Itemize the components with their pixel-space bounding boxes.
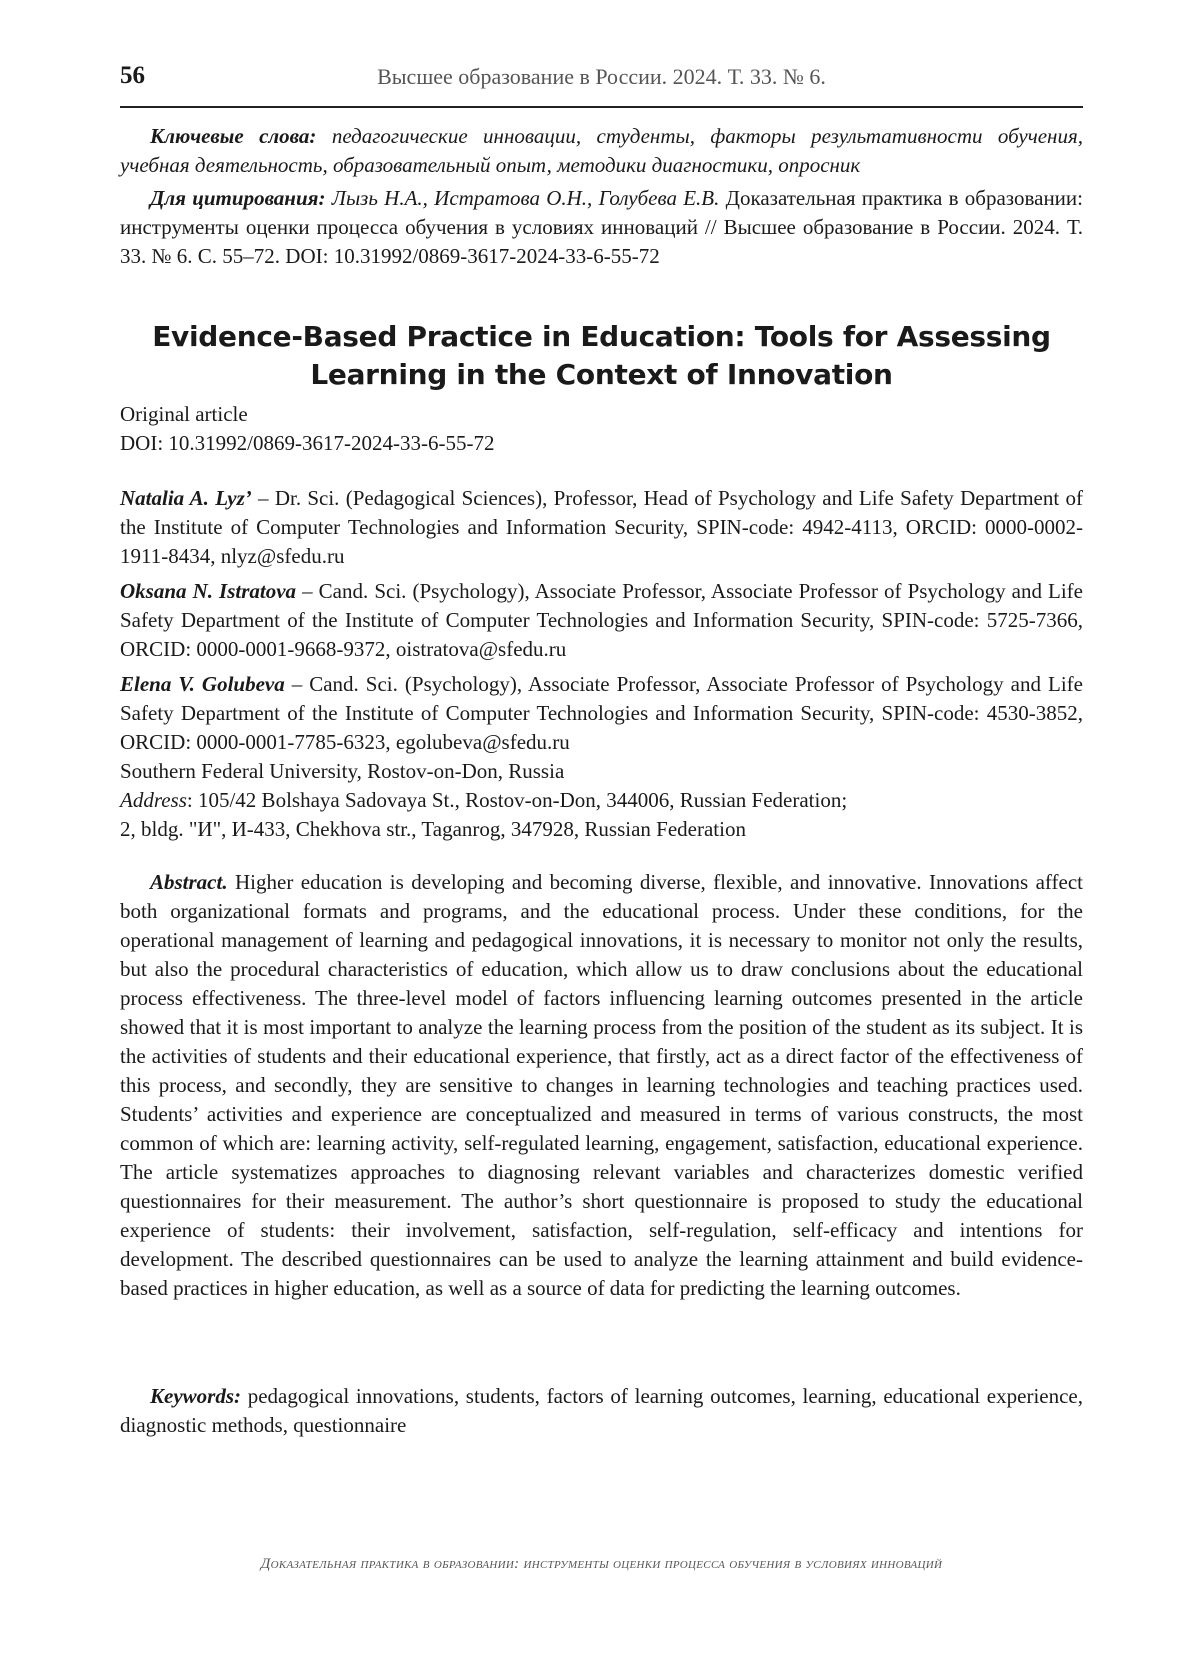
- citation-label: Для цитирования:: [150, 186, 326, 210]
- abstract: [120, 868, 1083, 1303]
- article-type: Original article: [120, 402, 248, 426]
- citation-authors: Лызь Н.А., Истратова О.Н., Голубева Е.В.: [325, 186, 720, 210]
- article-title: Evidence-Based Practice in Education: Tools for Assessing Learning in the Context of Innovation: [152, 320, 1051, 391]
- citation-ru: [120, 184, 1083, 271]
- article-doi: DOI: 10.31992/0869-3617-2024-33-6-55-72: [120, 431, 495, 455]
- keywords-en-text: pedagogical innovations, students, factors of learning outcomes, learning, educational experience, diagnostic methods, questionnaire: [120, 1384, 1083, 1437]
- author-name: Elena V. Golubeva: [120, 672, 285, 696]
- authors-block: [120, 484, 1083, 844]
- page-number: 56: [120, 62, 145, 89]
- address-line-1: Address: 105/42 Bolshaya Sadovaya St., Rostov-on-Don, 344006, Russian Federation;: [120, 788, 848, 812]
- author-entry: [120, 577, 1083, 664]
- author-name: Oksana N. Istratova: [120, 579, 297, 603]
- address-line-2: 2, bldg. "И", И-433, Chekhova str., Taganrog, 347928, Russian Federation: [120, 817, 746, 841]
- keywords-en-label: Keywords:: [150, 1384, 241, 1408]
- journal-title: Высшее образование в России. 2024. Т. 33. № 6.: [377, 64, 826, 89]
- author-bio: – Cand. Sci. (Psychology), Associate Professor, Associate Professor of Psychology and Life Safety Department of the Institute of Computer Technologies and Information Security, SPIN-code: 4530-3852, ORCID: 0000-0001-7785-6323, egolubeva@sfedu.ru: [120, 672, 1083, 754]
- author-bio: – Cand. Sci. (Psychology), Associate Professor, Associate Professor of Psychology and Life Safety Department of the Institute of Computer Technologies and Information Security, SPIN-code: 5725-7366, ORCID: 0000-0001-9668-9372, oistratova@sfedu.ru: [120, 579, 1083, 661]
- citation-text: Доказательная практика в образовании: инструменты оценки процесса обучения в условиях инноваций // Высшее образование в России. 2024. Т. 33. № 6. С. 55–72. DOI: 10.31992/0869-3617-2024-33-6-55-72: [120, 186, 1083, 268]
- running-header: [120, 58, 1083, 108]
- abstract-text: Higher education is developing and becoming diverse, flexible, and innovative. Innovations affect both organizational formats and programs, and the educational process. Under these conditions, for the operational management of learning and pedagogical innovations, it is necessary to monitor not only the results, but also the procedural characteristics of education, which allow us to draw conclusions about the educational process effectiveness. The three-level model of factors influencing learning outcomes presented in the article showed that it is most important to analyze the learning process from the position of the student as its subject. It is the activities of students and their educational experience, that firstly, act as a direct factor of the effectiveness of this process, and secondly, they are sensitive to changes in learning technologies and teaching practices used. Students’ activities and experience are conceptualized and measured in terms of various constructs, the most common of which are: learning activity, self-regulated learning, engagement, satisfaction, educational experience. The article systematizes approaches to diagnosing relevant variables and characterizes domestic verified questionnaires for their measurement. The author’s short questionnaire is proposed to study the educational experience of students: their involvement, satisfaction, self-regulation, self-efficacy and intentions for development. The described questionnaires can be used to analyze the learning attainment and build evidence-based practices in higher education, as well as a source of data for predicting the learning outcomes.: [120, 870, 1083, 1300]
- abstract-label: Abstract.: [150, 870, 228, 894]
- address-label: Address: [120, 788, 187, 812]
- running-footer: Доказательная практика в образовании: инструменты оценки процесса обучения в условиях инноваций: [260, 1556, 943, 1572]
- author-bio: – Dr. Sci. (Pedagogical Sciences), Professor, Head of Psychology and Life Safety Department of the Institute of Computer Technologies and Information Security, SPIN-code: 4942-4113, ORCID: 0000-0002-1911-8434, nlyz@sfedu.ru: [120, 486, 1083, 568]
- keywords-en: [120, 1382, 1083, 1440]
- keywords-ru-text: педагогические инновации, студенты, факторы результативности обучения, учебная деятельность, образовательный опыт, методики диагностики, опросник: [120, 124, 1083, 177]
- author-entry: [120, 484, 1083, 571]
- affiliation: Southern Federal University, Rostov-on-Don, Russia: [120, 759, 565, 783]
- article-meta: [120, 400, 1083, 458]
- author-entry: [120, 670, 1083, 757]
- author-name: Natalia A. Lyz’: [120, 486, 252, 510]
- keywords-ru-label: Ключевые слова:: [150, 124, 317, 148]
- keywords-ru: [120, 122, 1083, 180]
